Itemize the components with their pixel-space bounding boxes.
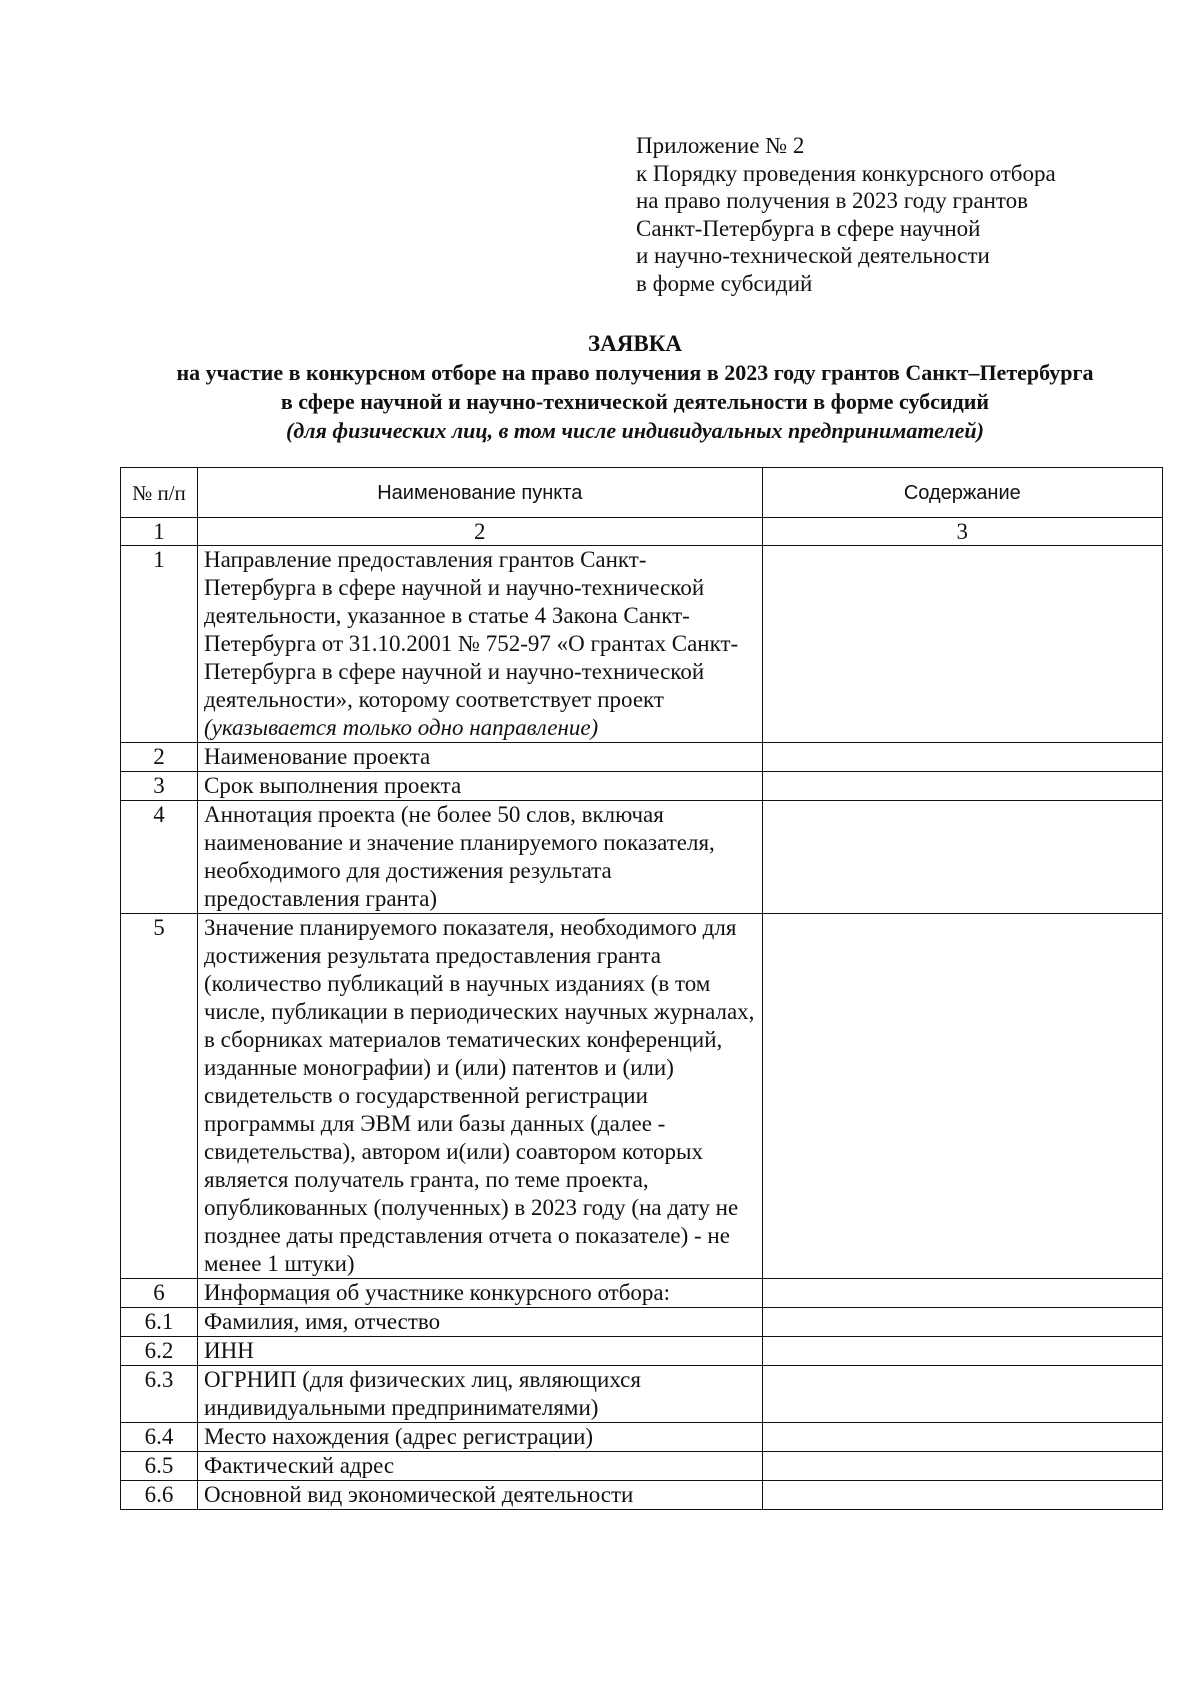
table-row	[121, 1279, 1163, 1308]
row-number: 6.4	[121, 1423, 198, 1452]
row-label-note: (указывается только одно направление)	[203, 715, 599, 740]
row-label: Основной вид экономической деятельности	[197, 1481, 762, 1510]
row-number: 6.1	[121, 1308, 198, 1337]
row-content-cell[interactable]	[762, 1308, 1162, 1337]
table-row	[121, 1337, 1163, 1366]
row-label: ОГРНИП (для физических лиц, являющихся индивидуальными предпринимателями)	[197, 1366, 762, 1423]
row-content-cell[interactable]	[762, 801, 1162, 914]
row-content-cell[interactable]	[762, 914, 1162, 1279]
row-label: Аннотация проекта (не более 50 слов, включая наименование и значение планируемого показателя, необходимого для достижения результата предоставления гранта)	[197, 801, 762, 914]
row-content-cell[interactable]	[762, 1337, 1162, 1366]
document-subtitle: в сфере научной и научно-технической деятельности в форме субсидий	[280, 389, 990, 414]
row-content-cell[interactable]	[762, 1452, 1162, 1481]
row-number: 6.5	[121, 1452, 198, 1481]
row-label: Фамилия, имя, отчество	[197, 1308, 762, 1337]
table-row	[121, 1481, 1163, 1510]
row-label: Фактический адрес	[197, 1452, 762, 1481]
row-content-cell[interactable]	[762, 1279, 1162, 1308]
row-number: 6	[121, 1279, 198, 1308]
document-subtitle: на участие в конкурсном отборе на право получения в 2023 году грантов Санкт–Петербурга	[176, 360, 1094, 385]
table-header-row	[121, 468, 1163, 518]
row-content-cell[interactable]	[762, 743, 1162, 772]
document-title: ЗАЯВКА	[588, 331, 682, 356]
row-number: 3	[121, 772, 198, 801]
application-table	[120, 467, 1163, 1510]
row-number: 5	[121, 914, 198, 1279]
row-number: 6.6	[121, 1481, 198, 1510]
table-row	[121, 1423, 1163, 1452]
document-heading	[90, 330, 1180, 445]
row-content-cell[interactable]	[762, 1423, 1162, 1452]
row-label	[197, 546, 762, 743]
table-row	[121, 914, 1163, 1279]
table-row	[121, 1366, 1163, 1423]
header-name: Наименование пункта	[197, 468, 762, 518]
row-content-cell[interactable]	[762, 772, 1162, 801]
table-row	[121, 743, 1163, 772]
row-content-cell[interactable]	[762, 1366, 1162, 1423]
row-number: 4	[121, 801, 198, 914]
table-index-row	[121, 518, 1163, 546]
table-row	[121, 1308, 1163, 1337]
appendix-line: в форме субсидий	[636, 270, 813, 296]
row-label-text: Направление предоставления грантов Санкт-Петербурга в сфере научной и научно-технической деятельности, указанное в статье 4 Закона Санкт-Петербурга от 31.10.2001 № 752-97 «О грантах Санкт-Петербурга в сфере научной и научно-технической деятельности», которому соответствует проект	[203, 547, 739, 712]
table-row	[121, 1452, 1163, 1481]
document-note: (для физических лиц, в том числе индивидуальных предпринимателей)	[286, 418, 984, 443]
appendix-line: на право получения в 2023 году грантов	[636, 188, 1029, 213]
row-number: 2	[121, 743, 198, 772]
index-cell: 3	[762, 518, 1162, 546]
table-row	[121, 801, 1163, 914]
row-number: 1	[121, 546, 198, 743]
appendix-line: Санкт-Петербурга в сфере научной	[636, 215, 981, 241]
row-label: Место нахождения (адрес регистрации)	[197, 1423, 762, 1452]
row-label: Значение планируемого показателя, необходимого для достижения результата предоставления гранта (количество публикаций в научных изданиях (в том числе, публикации в периодических научных журналах, в сборниках материалов тематических конференций, изданные монографии) и (или) патентов и (или) свидетельств о государственной регистрации программы для ЭВМ или базы данных (далее - свидетельства), автором и(или) соавтором которых является получатель гранта, по теме проекта, опубликованных (полученных) в 2023 году (на дату не позднее даты представления отчета о показателе) - не менее 1 штуки)	[197, 914, 762, 1279]
row-label: ИНН	[197, 1337, 762, 1366]
appendix-line: и научно-технической деятельности	[636, 243, 990, 268]
table-row	[121, 772, 1163, 801]
row-content-cell[interactable]	[762, 546, 1162, 743]
row-label: Срок выполнения проекта	[197, 772, 762, 801]
row-content-cell[interactable]	[762, 1481, 1162, 1510]
row-label: Наименование проекта	[197, 743, 762, 772]
row-number: 6.3	[121, 1366, 198, 1423]
header-number: № п/п	[121, 468, 198, 518]
index-cell: 1	[121, 518, 198, 546]
header-content: Содержание	[762, 468, 1162, 518]
appendix-line: Приложение № 2	[636, 133, 805, 158]
index-cell: 2	[197, 518, 762, 546]
appendix-block	[636, 132, 1156, 297]
appendix-line: к Порядку проведения конкурсного отбора	[636, 160, 1056, 186]
row-number: 6.2	[121, 1337, 198, 1366]
row-label: Информация об участнике конкурсного отбора:	[197, 1279, 762, 1308]
table-row	[121, 546, 1163, 743]
